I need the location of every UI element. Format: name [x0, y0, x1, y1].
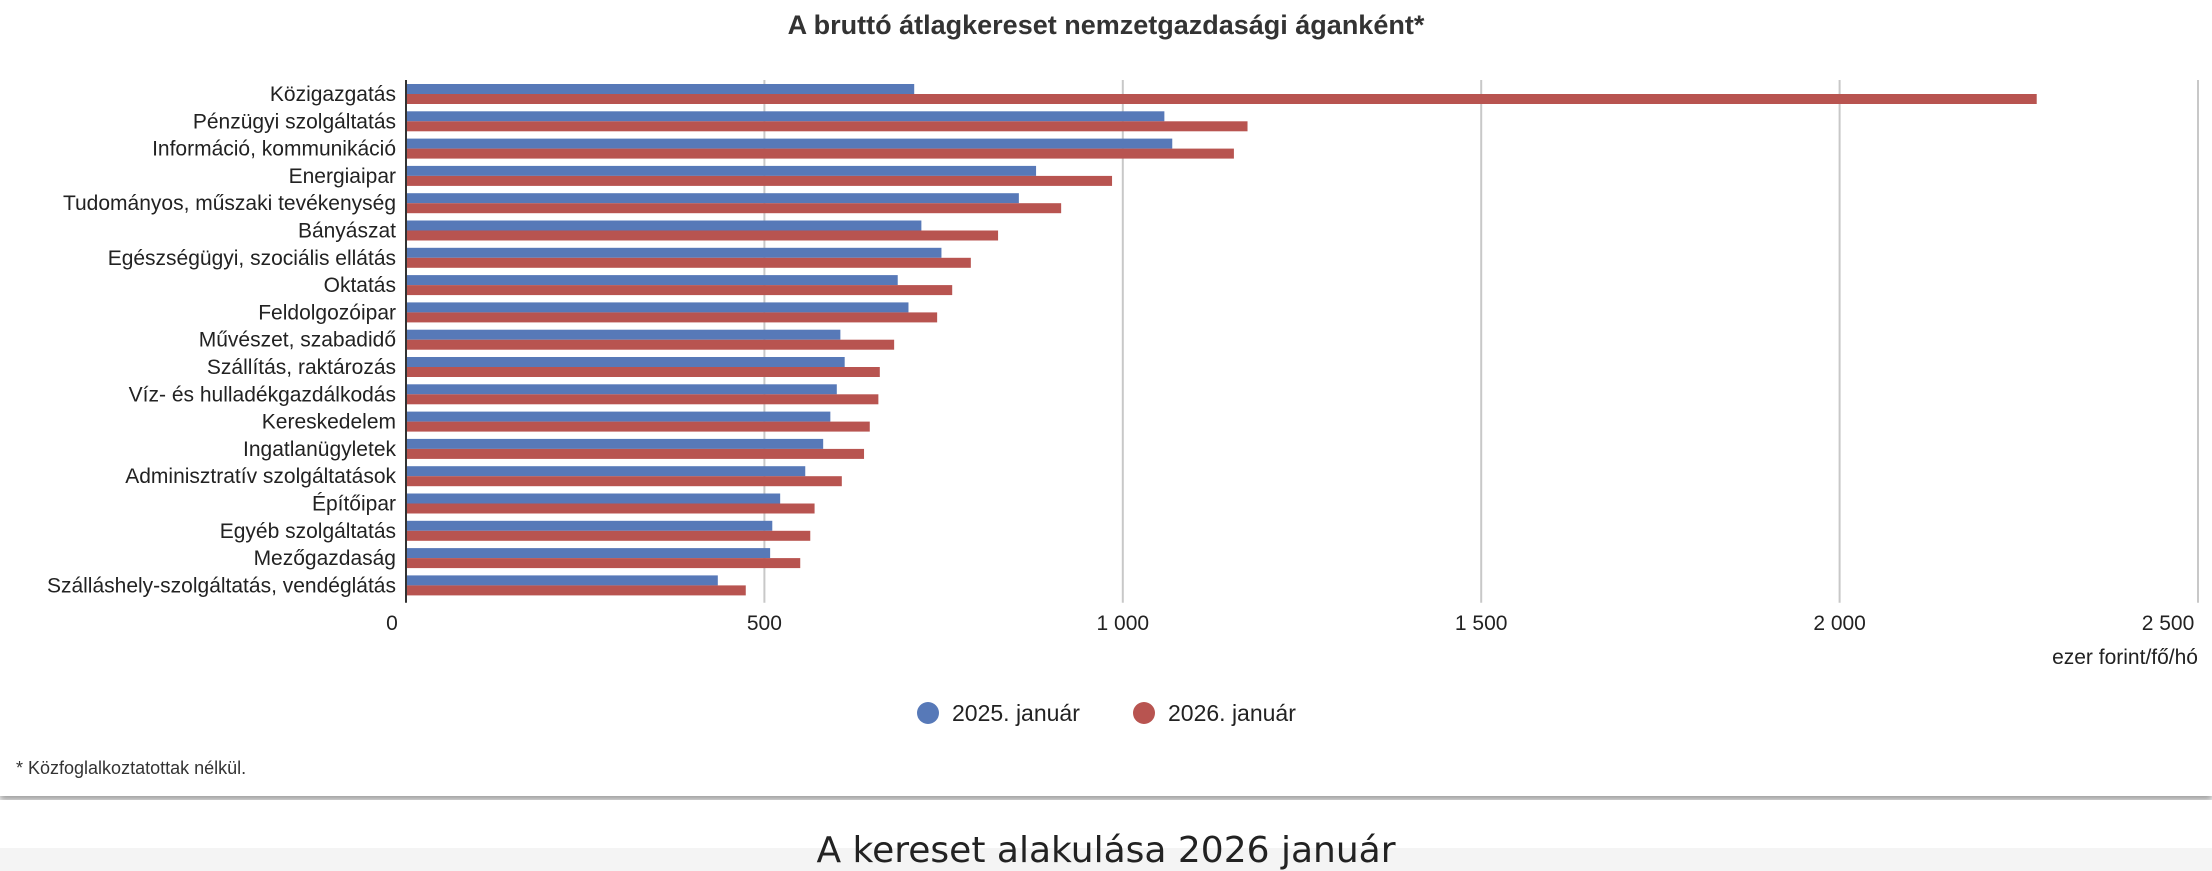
bar[interactable]	[406, 231, 998, 241]
bar[interactable]	[406, 521, 772, 531]
legend-marker	[917, 702, 939, 724]
category-label: Építőipar	[311, 492, 396, 516]
bar[interactable]	[406, 439, 823, 449]
x-tick-label: 2 500	[2141, 612, 2195, 635]
bar[interactable]	[406, 384, 837, 394]
bars	[406, 84, 2037, 595]
legend-marker	[1133, 702, 1155, 724]
category-label: Mezőgazdaság	[253, 547, 396, 571]
category-label: Feldolgozóipar	[258, 301, 396, 325]
category-label: Bányászat	[297, 219, 396, 243]
bar[interactable]	[406, 585, 746, 595]
legend-label: 2025. január	[952, 700, 1080, 726]
next-section-title: A kereset alakulása 2026 január	[816, 830, 1396, 871]
bar[interactable]	[406, 258, 971, 268]
bar[interactable]	[406, 203, 1061, 213]
category-labels	[47, 83, 397, 597]
category-label: Szálláshely-szolgáltatás, vendéglátás	[46, 574, 396, 598]
bar[interactable]	[406, 121, 1248, 131]
category-label: Kereskedelem	[261, 410, 396, 434]
bar[interactable]	[406, 422, 870, 432]
bar[interactable]	[406, 312, 937, 322]
legend-item[interactable]	[1133, 700, 1296, 726]
bar[interactable]	[406, 548, 770, 558]
category-label: Pénzügyi szolgáltatás	[192, 110, 396, 134]
bar[interactable]	[406, 166, 1036, 176]
legend-label: 2026. január	[1168, 700, 1296, 726]
bar[interactable]	[406, 476, 842, 486]
next-section	[0, 800, 2212, 871]
bar[interactable]	[406, 176, 1112, 186]
bar[interactable]	[406, 558, 800, 568]
bar[interactable]	[406, 504, 815, 514]
bar[interactable]	[406, 575, 718, 585]
category-label: Művészet, szabadidő	[198, 328, 396, 352]
bar[interactable]	[406, 221, 921, 231]
bar[interactable]	[406, 394, 878, 404]
category-label: Ingatlanügyletek	[243, 437, 396, 461]
bar[interactable]	[406, 285, 952, 295]
bar[interactable]	[406, 330, 840, 340]
bar[interactable]	[406, 302, 908, 312]
x-tick-label: 0	[386, 612, 398, 635]
category-label: Energiaipar	[288, 164, 396, 188]
bar[interactable]	[406, 139, 1172, 149]
x-tick-label: 500	[746, 612, 782, 635]
legend-item[interactable]	[917, 700, 1080, 726]
category-label: Víz- és hulladékgazdálkodás	[128, 383, 396, 407]
category-label: Tudományos, műszaki tevékenység	[62, 192, 396, 216]
category-label: Információ, kommunikáció	[152, 137, 396, 161]
x-tick-label: 1 000	[1096, 612, 1150, 635]
x-tick-label: 2 000	[1813, 612, 1866, 635]
bar[interactable]	[406, 275, 898, 285]
legend[interactable]	[917, 700, 1296, 726]
bar[interactable]	[406, 412, 830, 422]
bar[interactable]	[406, 340, 894, 350]
x-axis-unit-label: ezer forint/fő/hó	[2052, 646, 2198, 669]
category-label: Oktatás	[323, 274, 396, 298]
bar[interactable]	[406, 193, 1019, 203]
category-label: Adminisztratív szolgáltatások	[125, 465, 396, 489]
bar[interactable]	[406, 367, 880, 377]
bar[interactable]	[406, 531, 810, 541]
bar[interactable]	[406, 357, 845, 367]
bar[interactable]	[406, 84, 914, 94]
bar[interactable]	[406, 149, 1234, 159]
bar[interactable]	[406, 248, 941, 258]
x-tick-label: 1 500	[1454, 612, 1508, 635]
x-tick-labels	[386, 612, 2194, 635]
bar[interactable]	[406, 466, 805, 476]
footnote: * Közfoglalkoztatottak nélkül.	[16, 758, 247, 778]
category-label: Szállítás, raktározás	[206, 356, 396, 379]
bar[interactable]	[406, 494, 780, 504]
bar[interactable]	[406, 111, 1164, 121]
category-label: Egyéb szolgáltatás	[219, 519, 396, 543]
chart-title: A bruttó átlagkereset nemzetgazdasági áganként*	[787, 10, 1425, 40]
category-label: Közigazgatás	[269, 83, 396, 106]
bar[interactable]	[406, 94, 2037, 104]
category-label: Egészségügyi, szociális ellátás	[107, 246, 396, 270]
bar[interactable]	[406, 449, 864, 459]
